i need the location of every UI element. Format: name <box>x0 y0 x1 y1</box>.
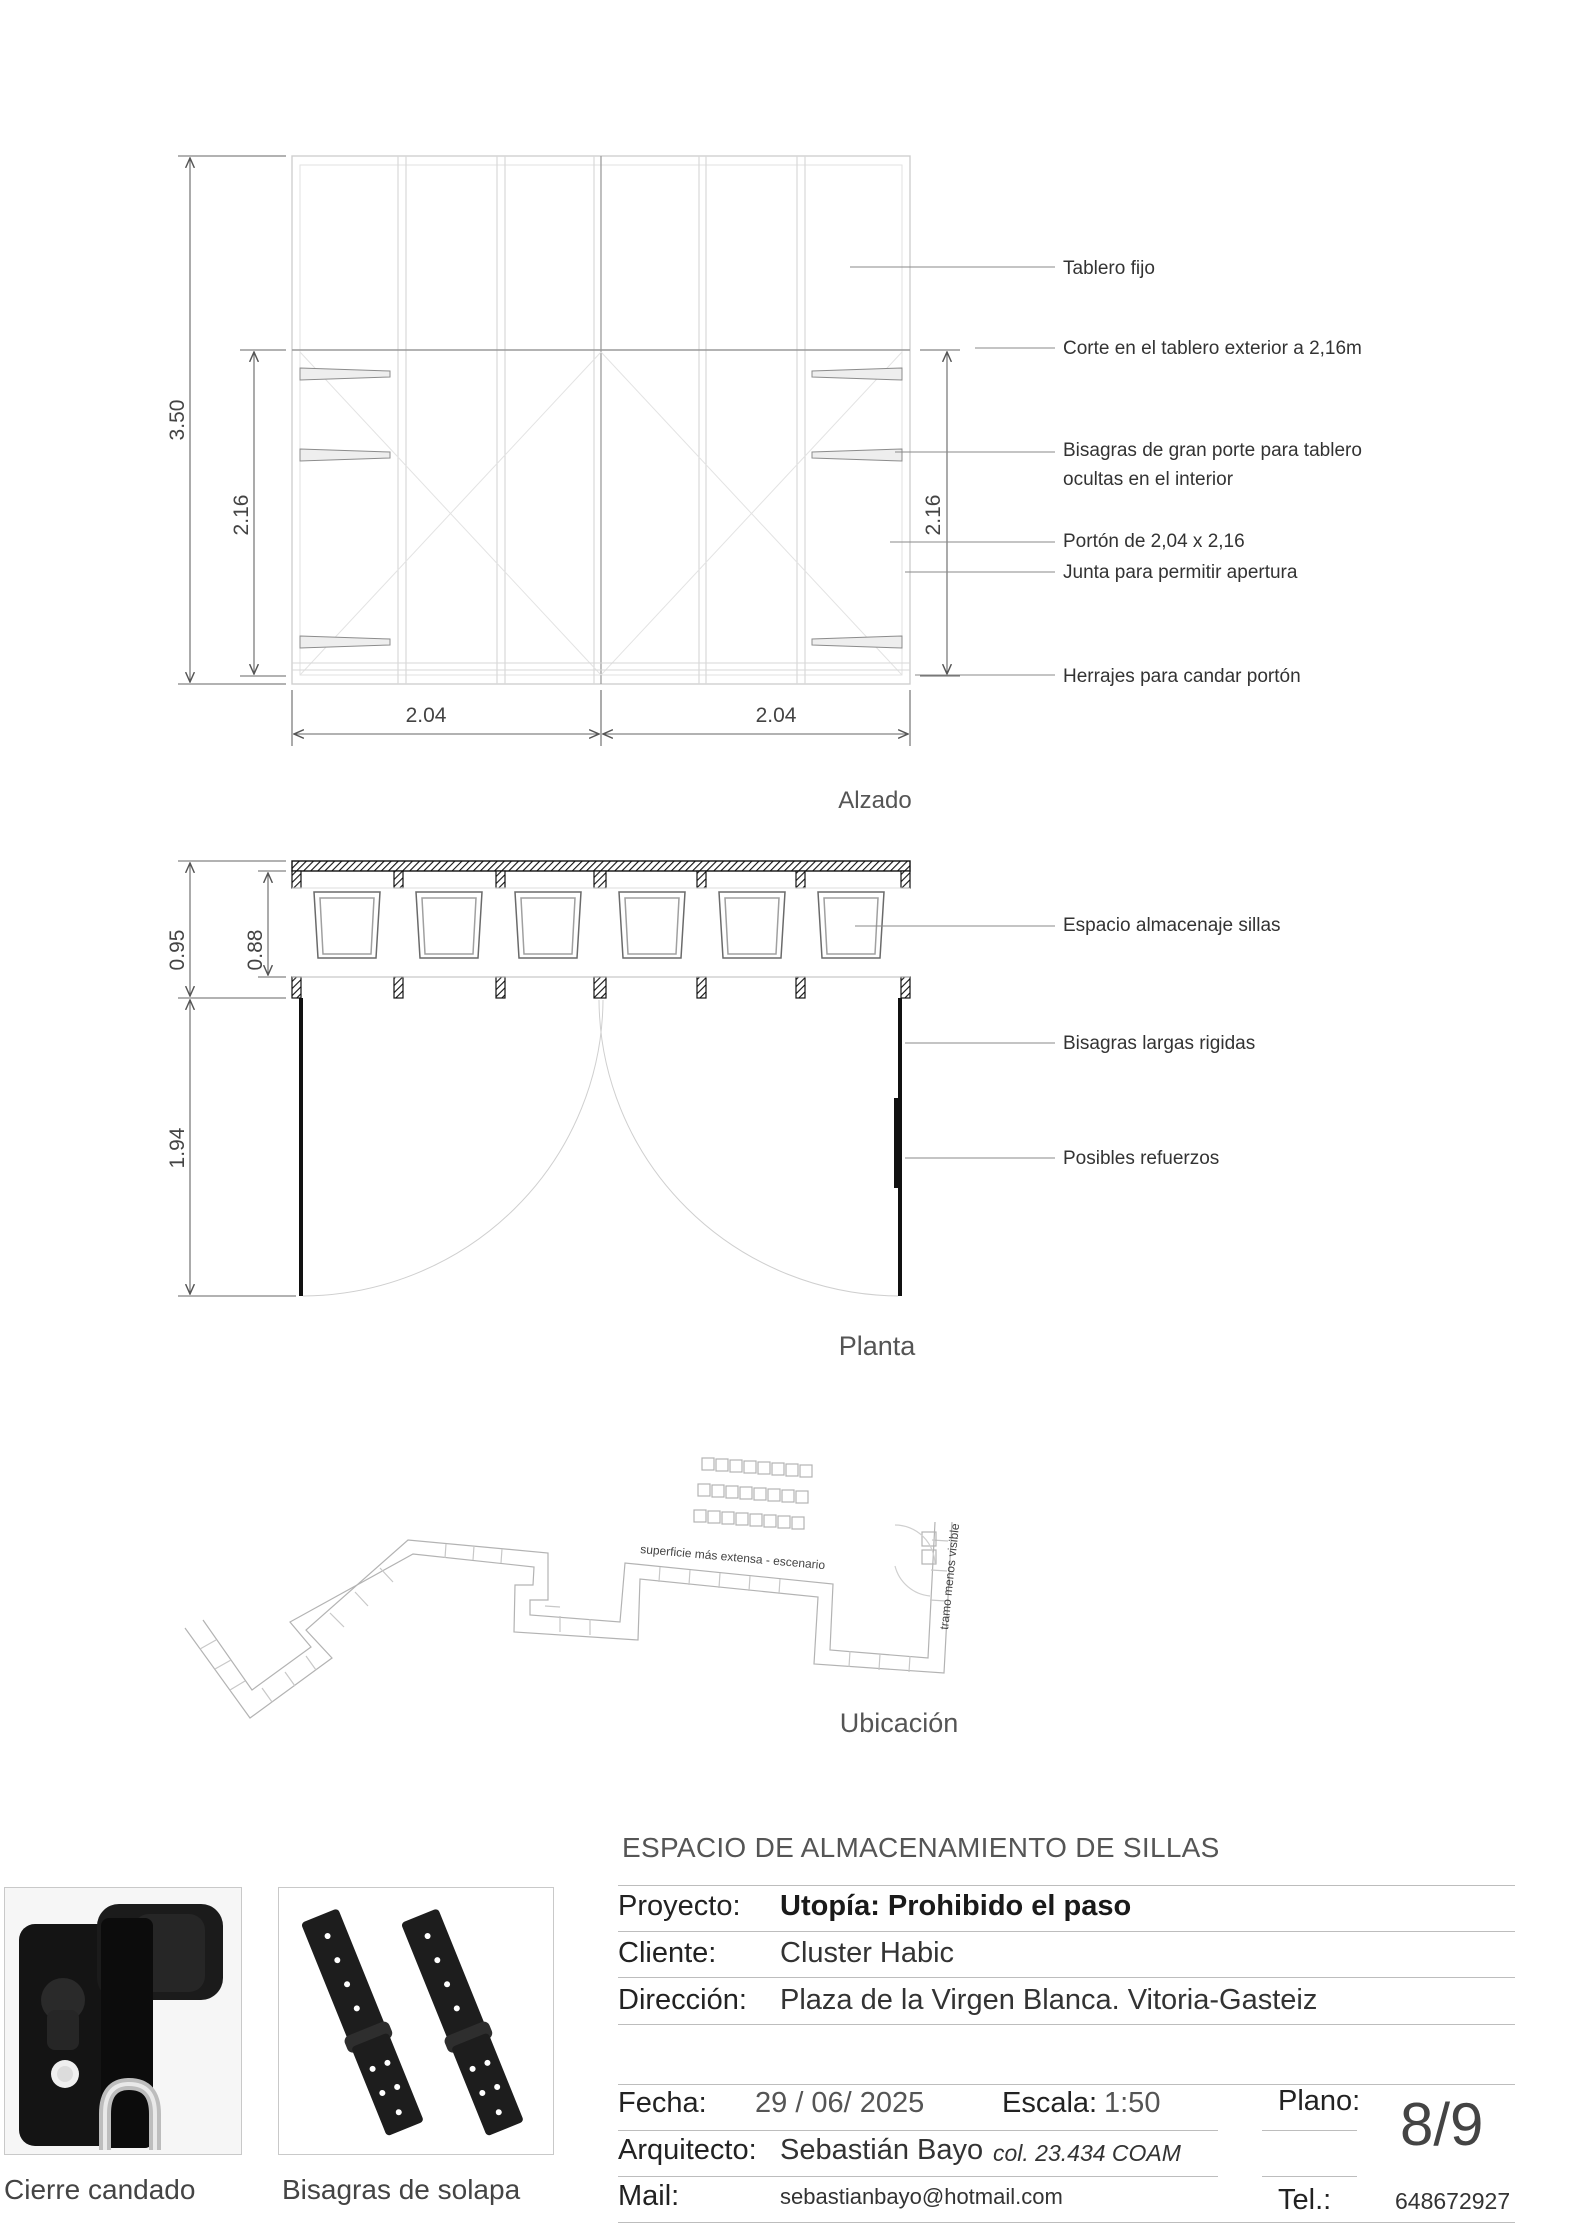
divider <box>618 1885 1515 1886</box>
padlock-latch-icon <box>5 1888 241 2154</box>
caption-planta: Planta <box>838 1331 916 1361</box>
fecha-label: Fecha: <box>618 2087 707 2119</box>
label-escenario: superficie más extensa - escenario <box>639 1542 826 1573</box>
plano-label: Plano: <box>1278 2085 1361 2117</box>
divider <box>618 2130 1218 2131</box>
dim-2-16-left: 2.16 <box>230 494 253 536</box>
alzado-elevation <box>166 156 1362 814</box>
dim-0-88: 0.88 <box>244 929 267 971</box>
annotation-bisagras-2: ocultas en el interior <box>1063 469 1234 490</box>
photo-bisagras-solapa <box>278 1887 554 2155</box>
mail-value[interactable]: sebastianbayo@hotmail.com <box>780 2184 1063 2209</box>
caption-alzado: Alzado <box>838 787 912 814</box>
divider <box>618 1931 1515 1932</box>
ubicacion-site-plan <box>185 1458 962 1718</box>
mail-label: Mail: <box>618 2180 680 2212</box>
proyecto-label: Proyecto: <box>618 1890 741 1922</box>
colegiado-number: col. 23.434 COAM <box>993 2140 1181 2166</box>
escala-label: Escala: <box>1002 2087 1098 2119</box>
annotation-bisagras-largas: Bisagras largas rigidas <box>1063 1033 1256 1054</box>
direccion-label: Dirección: <box>618 1984 747 2016</box>
divider <box>618 2222 1515 2223</box>
cliente-label: Cliente: <box>618 1937 717 1969</box>
divider <box>618 2024 1515 2025</box>
arquitecto-value: Sebastián Bayo <box>780 2134 984 2166</box>
cliente-value: Cluster Habic <box>780 1937 955 1969</box>
caption-ubicacion: Ubicación <box>839 1708 959 1738</box>
direccion-value: Plaza de la Virgen Blanca. Vitoria-Gasteiz <box>780 1984 1318 2016</box>
dim-1-94: 1.94 <box>166 1127 189 1169</box>
dim-3-50: 3.50 <box>166 399 189 441</box>
annotation-tablero-fijo: Tablero fijo <box>1063 258 1155 279</box>
sheet-title: ESPACIO DE ALMACENAMIENTO DE SILLAS <box>622 1832 1220 1863</box>
strap-hinge-icon <box>279 1888 553 2154</box>
planta-plan <box>166 861 1281 1361</box>
dim-0-95: 0.95 <box>166 929 189 971</box>
photo-caption-cierre: Cierre candado <box>4 2174 196 2205</box>
plano-value: 8/9 <box>1400 2091 1484 2158</box>
annotation-refuerzos: Posibles refuerzos <box>1063 1148 1220 1169</box>
annotation-espacio-sillas: Espacio almacenaje sillas <box>1063 915 1281 936</box>
annotation-bisagras-1: Bisagras de gran porte para tablero <box>1063 440 1362 461</box>
annotation-herrajes: Herrajes para candar portón <box>1063 666 1301 687</box>
photo-caption-bisagras: Bisagras de solapa <box>282 2174 521 2205</box>
tel-value: 648672927 <box>1395 2188 1511 2214</box>
proyecto-value: Utopía: Prohibido el paso <box>780 1890 1132 1922</box>
dim-2-04-right: 2.04 <box>755 704 797 727</box>
photo-cierre-candado <box>4 1887 242 2155</box>
escala-value: 1:50 <box>1104 2087 1161 2119</box>
dim-2-16-right: 2.16 <box>922 494 945 536</box>
divider <box>1262 2176 1357 2177</box>
annotation-corte: Corte en el tablero exterior a 2,16m <box>1063 338 1362 359</box>
divider <box>1262 2130 1357 2131</box>
label-tramo-menos-visible: tramo menos visible <box>937 1522 963 1631</box>
annotation-junta: Junta para permitir apertura <box>1063 562 1298 583</box>
dim-2-04-left: 2.04 <box>405 704 447 727</box>
divider <box>618 2084 1515 2085</box>
annotation-porton: Portón de 2,04 x 2,16 <box>1063 531 1245 552</box>
arquitecto-label: Arquitecto: <box>618 2134 757 2166</box>
divider <box>618 1977 1515 1978</box>
tel-label: Tel.: <box>1278 2184 1332 2216</box>
divider <box>618 2176 1218 2177</box>
fecha-value: 29 / 06/ 2025 <box>755 2087 925 2119</box>
